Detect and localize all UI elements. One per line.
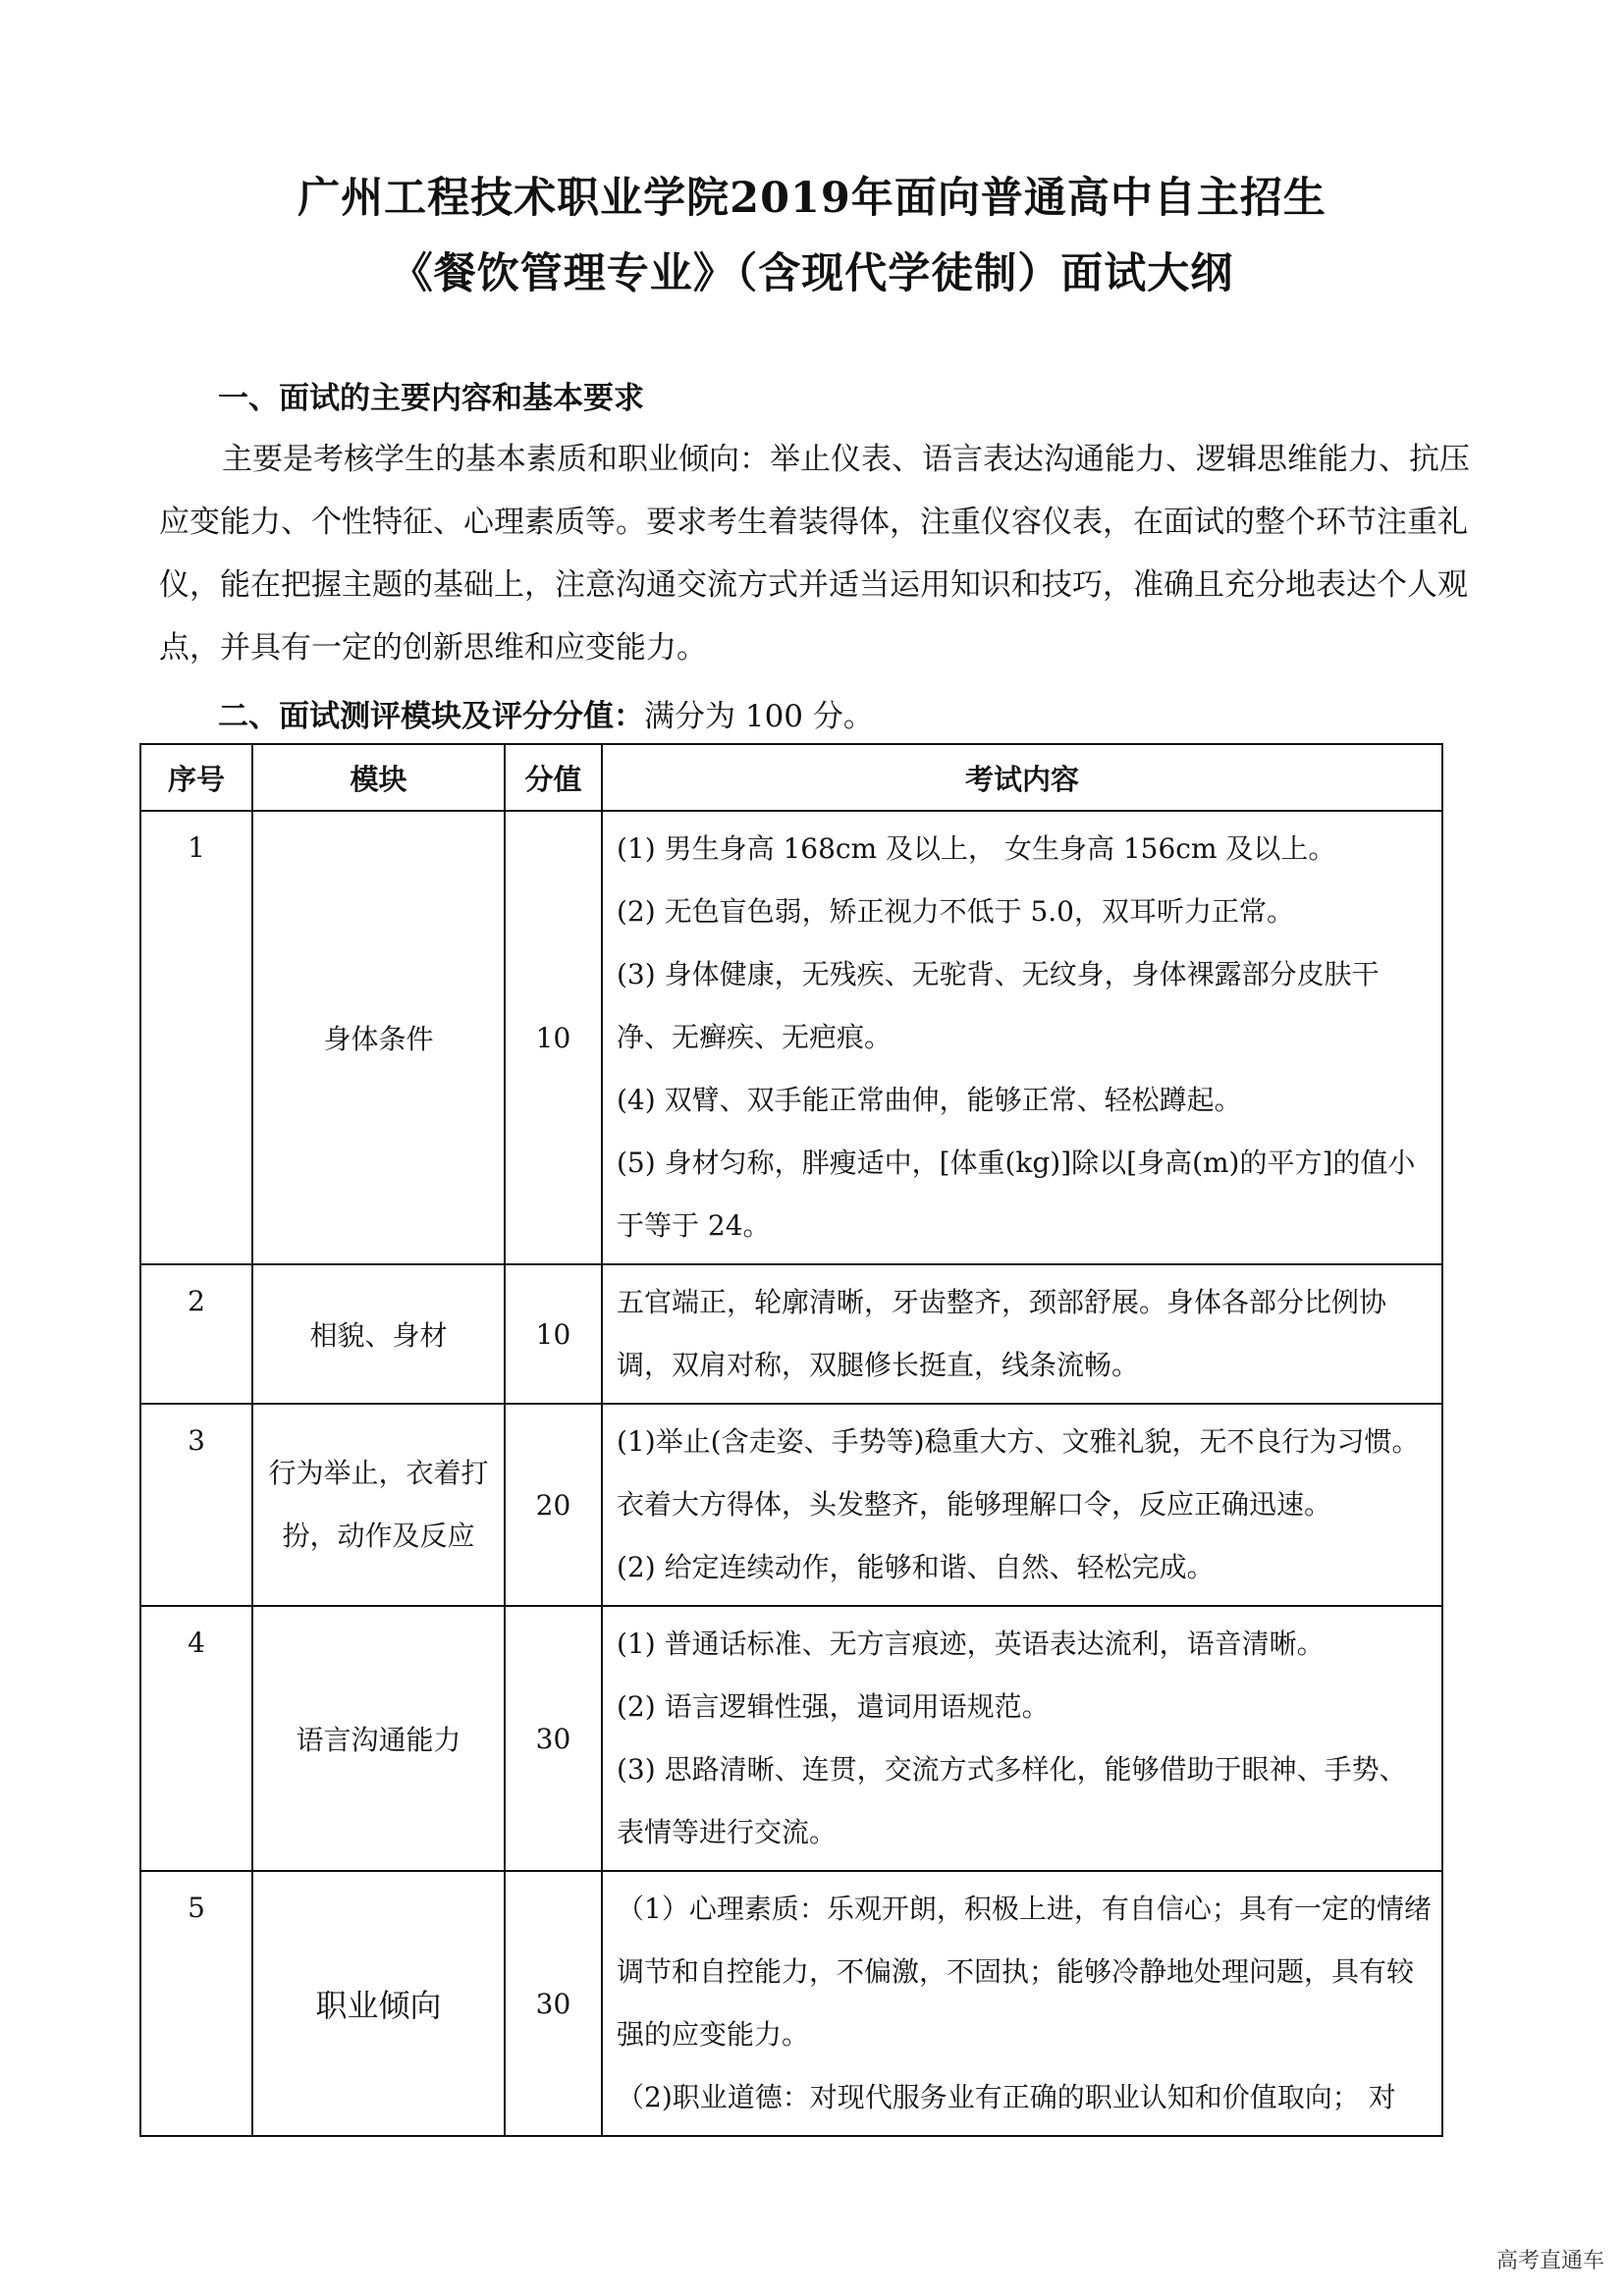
- row-module: 职业倾向: [252, 1871, 505, 2136]
- content-line: (2) 语言逻辑性强，遣词用语规范。: [617, 1690, 1050, 1723]
- row-score: 10: [505, 1264, 602, 1404]
- scoring-table: [139, 743, 1443, 2137]
- row-index: 5: [140, 1871, 252, 2136]
- content-line: (3) 思路清晰、连贯，交流方式多样化，能够借助于眼神、手势、表情等进行交流。: [617, 1753, 1407, 1848]
- row-score: 30: [505, 1606, 602, 1871]
- table-row: [140, 811, 1442, 1264]
- content-line: （1）心理素质：乐观开朗，积极上进，有自信心；具有一定的情绪调节和自控能力，不偏激，不固执；能够冷静地处理问题，具有较强的应变能力。: [617, 1893, 1432, 2051]
- section1-heading: 一、面试的主要内容和基本要求: [218, 381, 644, 416]
- content-line: (1) 普通话标准、无方言痕迹，英语表达流利，语音清晰。: [617, 1628, 1325, 1660]
- row-module: 身体条件: [252, 811, 505, 1264]
- table-row: [140, 1264, 1442, 1404]
- watermark: 高考直通车: [1495, 2249, 1604, 2273]
- content-line: (2) 给定连续动作，能够和谐、自然、轻松完成。: [617, 1551, 1215, 1583]
- row-module: 语言沟通能力: [252, 1606, 505, 1871]
- document-title-line2: 《餐饮管理专业》（含现代学徒制）面试大纲: [390, 249, 1234, 298]
- header-score: 分值: [505, 744, 602, 811]
- section1-body: [159, 428, 1485, 679]
- section2-heading: [218, 691, 874, 735]
- row-module: 相貌、身材: [252, 1264, 505, 1404]
- row-score: 20: [505, 1404, 602, 1606]
- header-module: 模块: [252, 744, 505, 811]
- row-index: 3: [140, 1404, 252, 1606]
- row-score: 10: [505, 811, 602, 1264]
- document-title-line1: 广州工程技术职业学院2019年面向普通高中自主招生: [298, 174, 1326, 223]
- content-line: (2) 无色盲色弱，矫正视力不低于 5.0，双耳听力正常。: [617, 895, 1294, 928]
- row-content: [602, 1606, 1442, 1871]
- table-row: [140, 1404, 1442, 1606]
- table-row: [140, 1871, 1442, 2136]
- content-line: 五官端正，轮廓清晰，牙齿整齐，颈部舒展。身体各部分比例协调，双肩对称，双腿修长挺直，线条流畅。: [617, 1286, 1387, 1381]
- header-index: 序号: [140, 744, 252, 811]
- row-content: [602, 1404, 1442, 1606]
- section2-heading-suffix: 满分为 100 分。: [644, 699, 874, 734]
- content-line: (5) 身材匀称，胖瘦适中，[体重(kg)]除以[身高(m)的平方]的值小于等于 24。: [617, 1147, 1416, 1242]
- row-module: 行为举止，衣着打扮，动作及反应: [252, 1404, 505, 1606]
- row-score: 30: [505, 1871, 602, 2136]
- header-content: 考试内容: [602, 744, 1442, 811]
- content-line: (1)举止(含走姿、手势等)稳重大方、文雅礼貌，无不良行为习惯。衣着大方得体，头发整齐，能够理解口令，反应正确迅速。: [617, 1425, 1420, 1521]
- content-line: （2)职业道德：对现代服务业有正确的职业认知和价值取向； 对: [617, 2081, 1396, 2113]
- row-index: 2: [140, 1264, 252, 1404]
- row-content: [602, 811, 1442, 1264]
- content-line: (1) 男生身高 168cm 及以上， 女生身高 156cm 及以上。: [617, 832, 1336, 865]
- section1-body-text: 主要是考核学生的基本素质和职业倾向：举止仪表、语言表达沟通能力、逻辑思维能力、抗压应变能力、个性特征、心理素质等。要求考生着装得体，注重仪容仪表，在面试的整个环节注重礼仪，能在把握主题的基础上，注意沟通交流方式并适当运用知识和技巧，准确且充分地表达个人观点，并具有一定的创新思维和应变能力。: [159, 442, 1470, 666]
- row-content: [602, 1871, 1442, 2136]
- row-index: 1: [140, 811, 252, 1264]
- content-line: (3) 身体健康，无残疾、无驼背、无纹身，身体裸露部分皮肤干净、无癣疾、无疤痕。: [617, 958, 1380, 1053]
- table-header-row: [140, 744, 1442, 811]
- section2-heading-label: 二、面试测评模块及评分分值：: [218, 699, 644, 734]
- row-index: 4: [140, 1606, 252, 1871]
- content-line: (4) 双臂、双手能正常曲伸，能够正常、轻松蹲起。: [617, 1084, 1242, 1116]
- table-row: [140, 1606, 1442, 1871]
- row-content: [602, 1264, 1442, 1404]
